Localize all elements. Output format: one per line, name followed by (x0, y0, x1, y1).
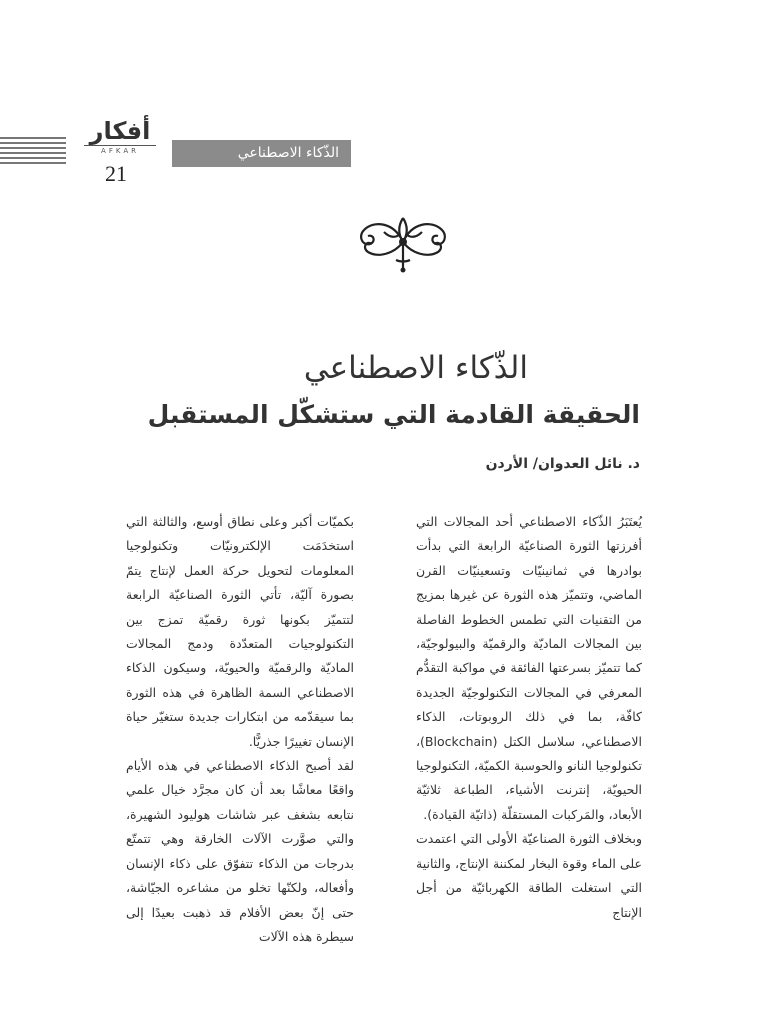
magazine-logo (84, 118, 156, 155)
arabesque-ornament-icon (354, 212, 452, 274)
text-column-right (416, 510, 642, 925)
header-stripes (0, 137, 66, 167)
paragraph: لقد أصبح الذكاء الاصطناعي في هذه الأيام واقعًا معاشًا بعد أن كان مجرَّد خيال علمي نتابعه بشغف عبر شاشات هوليود الشهيرة، والتي صوَّرت الآلات الخارقة وهي تتمتّع بدرجات من الذكاء تتفوّق على ذكاء الإنسان وأفعاله، ولكنّها تخلو من مشاعره الجيّاشة، حتى إنّ بعض الأفلام قد ذهبت بعيدًا إلى سيطرة هذه الآلات (126, 758, 354, 944)
logo-latin: AFKAR (84, 145, 156, 155)
section-header-bar (172, 140, 351, 167)
paragraph: وبخلاف الثورة الصناعيّة الأولى التي اعتمدت على الماء وقوة البخار لمكننة الإنتاج، والثانية التي استغلت الطاقة الكهربائيّة من أجل الإنتاج (416, 831, 642, 920)
paragraph: يُعتَبَرُ الذّكاء الاصطناعي أحد المجالات التي أفرزتها الثورة الصناعيّة الرابعة التي بدأت بوادرها في ثمانينيّات وتسعينيّات القرن الماضي، وتتميّز هذه الثورة عن غيرها بمزيج من التقنيات التي تطمس الخطوط الفاصلة بين المجالات الماديّة والرقميّة والبيولوجيّة، كما تتميّز بسرعتها الفائقة في مواكبة التقدُّم المعرفي في المجالات التكنولوجيّة الجديدة كافّة، بما في ذلك الروبوتات، الذكاء الاصطناعي، سلاسل الكتل (Blockchain)، تكنولوجيا النانو والحوسبة الكميّة، التكنولوجيا الحيويّة، إنترنت الأشياء، الطباعة ثلاثيّة الأبعاد، والمَركبات المستقلّة (ذاتيّة القيادة). (416, 514, 642, 822)
page-number: 21 (105, 161, 127, 186)
text-column-left (126, 510, 354, 949)
logo-text: أفكار (89, 117, 151, 145)
article-title: الذّكاء الاصطناعي (303, 350, 528, 386)
article-subtitle: الحقيقة القادمة التي ستشكّل المستقبل (147, 400, 640, 429)
article-author: د. نائل العدوان/ الأردن (485, 456, 640, 472)
paragraph: بكميّات أكبر وعلى نطاق أوسع، والثالثة التي استخدَمَت الإلكترونيّات وتكنولوجيا المعلومات لتحويل حركة العمل لإنتاج يتمّ بصورة آليّة، تأتي الثورة الصناعيّة الرابعة لتتميّز بكونها ثورة رقميّة تمزج بين التكنولوجيات المتعدّدة ودمج المجالات الماديّة والرقميّة والحيويّة، وسيكون الذكاء الاصطناعي السمة الظاهرة في هذه الثورة بما سيقدّمه من ابتكارات جديدة ستغيّر حياة الإنسان تغييرًا جذريًّا. (126, 514, 354, 749)
section-label: الذّكاء الاصطناعي (237, 145, 339, 161)
